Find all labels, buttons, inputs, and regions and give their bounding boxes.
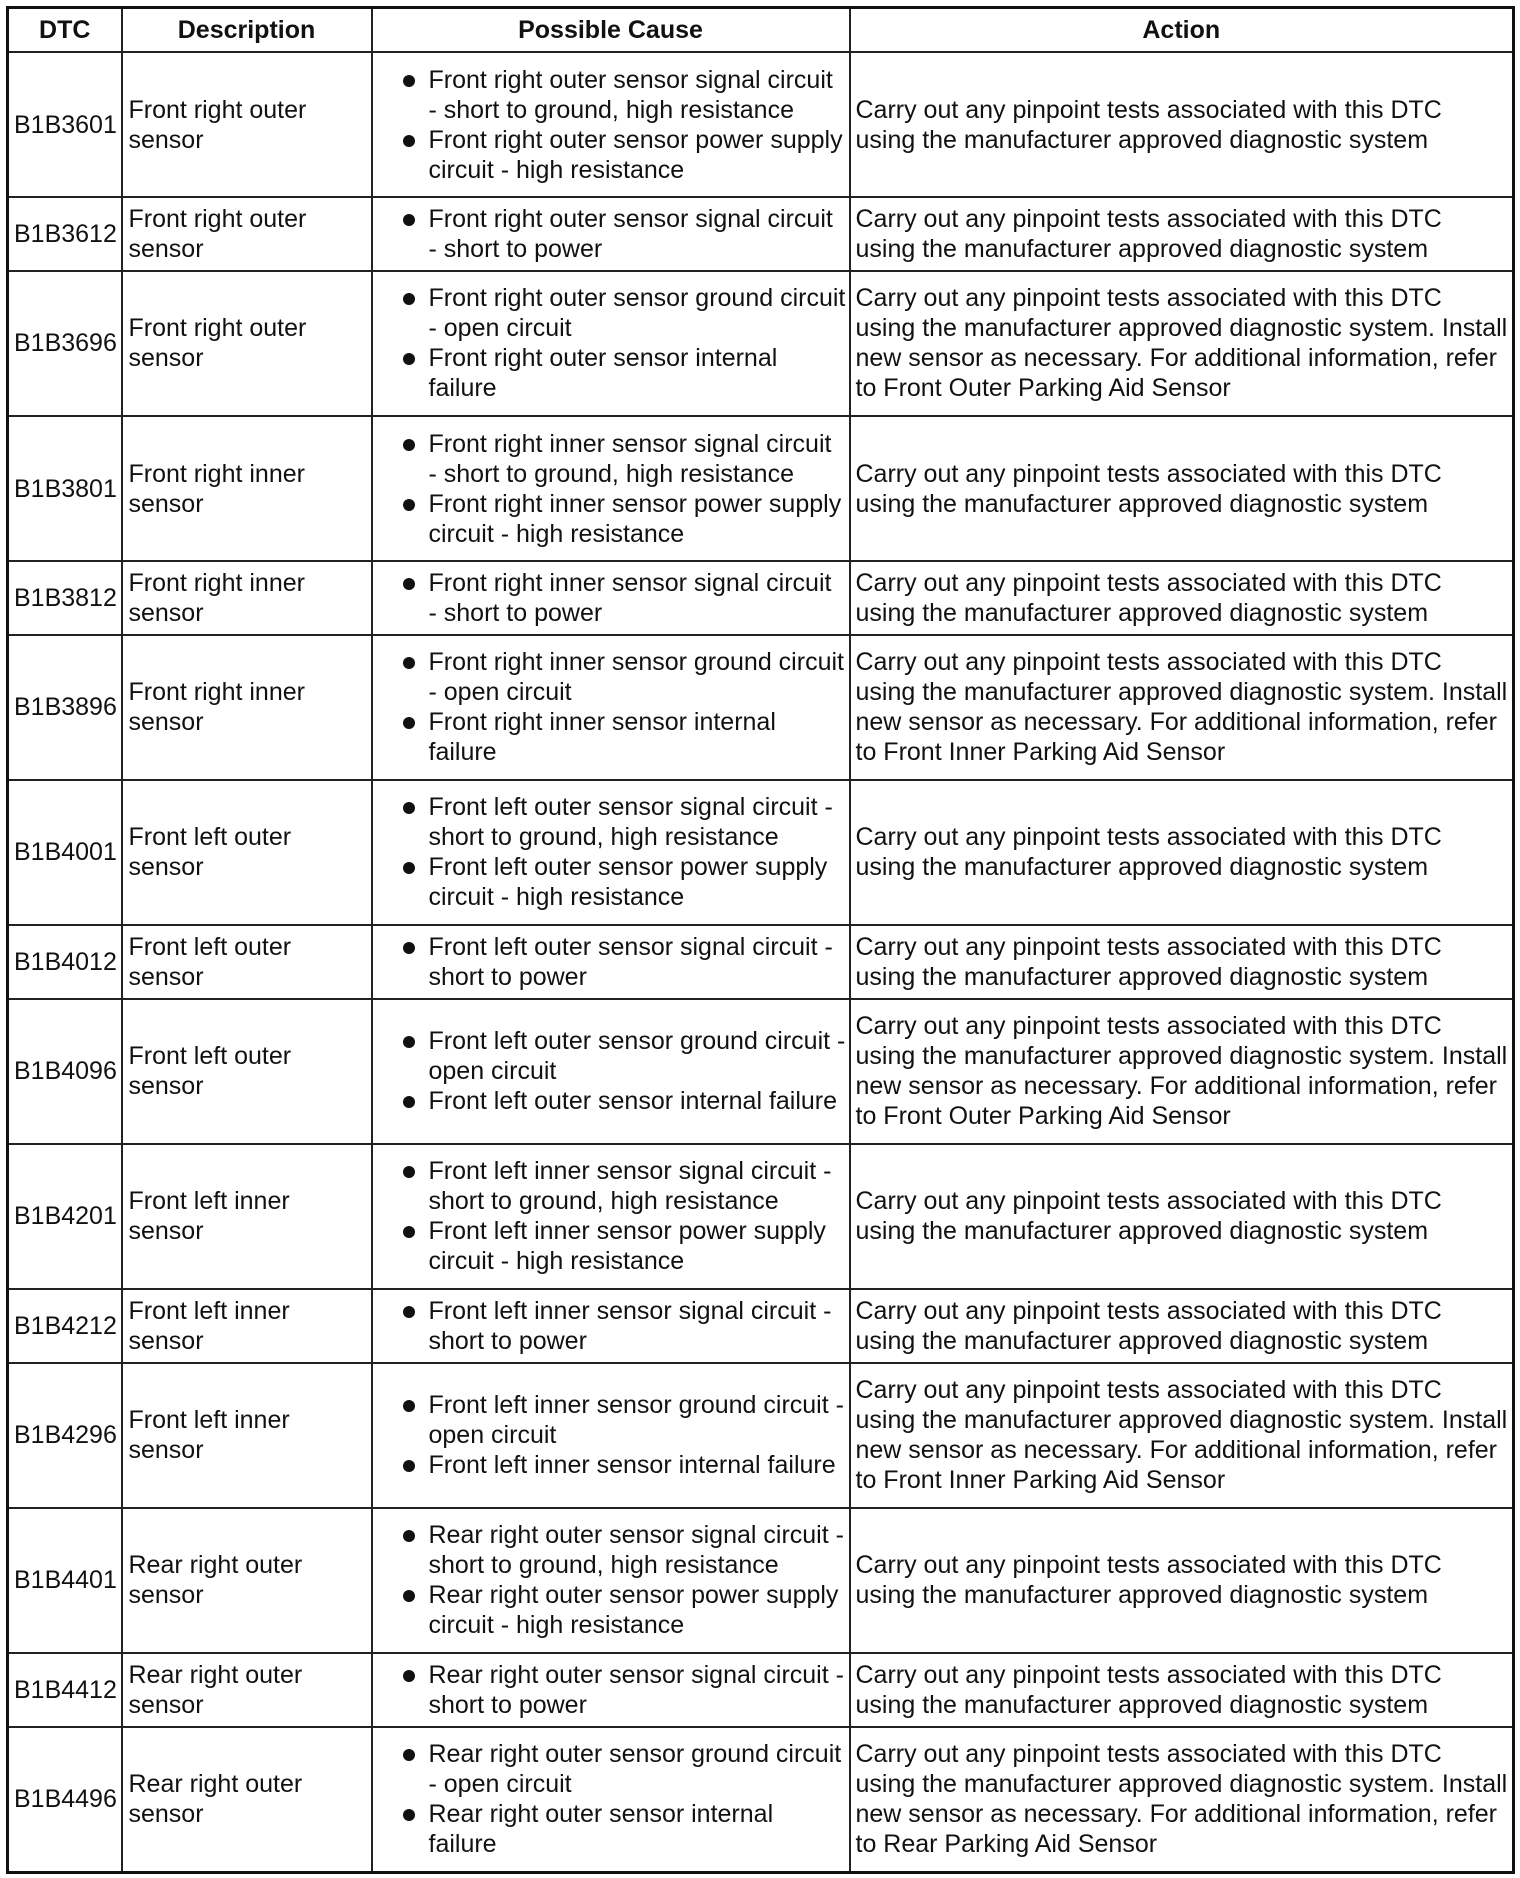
cause-item: Front right outer sensor signal circuit - short to ground, high resistance bbox=[403, 65, 847, 125]
cause-item: Front left outer sensor signal circuit - short to power bbox=[403, 932, 847, 992]
possible-cause-cell bbox=[372, 52, 850, 197]
action-text: Carry out any pinpoint tests associated with this DTC using the manufacturer approved diagnostic system bbox=[850, 1508, 1514, 1653]
action-text: Carry out any pinpoint tests associated with this DTC using the manufacturer approved diagnostic system bbox=[850, 1289, 1514, 1363]
header-dtc: DTC bbox=[8, 8, 122, 53]
cause-list bbox=[403, 1390, 847, 1480]
cause-item: Rear right outer sensor ground circuit - open circuit bbox=[403, 1739, 847, 1799]
dtc-code: B1B3801 bbox=[8, 416, 122, 561]
table-row bbox=[8, 416, 1514, 561]
cause-item: Front left inner sensor internal failure bbox=[403, 1450, 847, 1480]
dtc-code: B1B4212 bbox=[8, 1289, 122, 1363]
dtc-code: B1B4296 bbox=[8, 1363, 122, 1508]
table-row bbox=[8, 1363, 1514, 1508]
possible-cause-cell bbox=[372, 1653, 850, 1727]
dtc-description: Front right outer sensor bbox=[122, 197, 372, 271]
table-row bbox=[8, 1653, 1514, 1727]
cause-item: Front left outer sensor ground circuit - open circuit bbox=[403, 1026, 847, 1086]
dtc-description: Front right outer sensor bbox=[122, 52, 372, 197]
dtc-code: B1B3896 bbox=[8, 635, 122, 780]
cause-item: Rear right outer sensor signal circuit - short to power bbox=[403, 1660, 847, 1720]
table-row bbox=[8, 635, 1514, 780]
table-row bbox=[8, 561, 1514, 635]
table-row bbox=[8, 197, 1514, 271]
header-row bbox=[8, 8, 1514, 53]
action-text: Carry out any pinpoint tests associated with this DTC using the manufacturer approved diagnostic system bbox=[850, 52, 1514, 197]
action-text: Carry out any pinpoint tests associated with this DTC using the manufacturer approved diagnostic system. Install new sensor as necessary. For additional information, refer to Front Inner Parking Aid Sensor bbox=[850, 1363, 1514, 1508]
cause-item: Front left inner sensor power supply circuit - high resistance bbox=[403, 1216, 847, 1276]
action-text: Carry out any pinpoint tests associated with this DTC using the manufacturer approved diagnostic system bbox=[850, 925, 1514, 999]
dtc-code: B1B4001 bbox=[8, 780, 122, 925]
cause-item: Front right inner sensor signal circuit - short to ground, high resistance bbox=[403, 429, 847, 489]
dtc-table bbox=[6, 6, 1515, 1874]
cause-item: Front left outer sensor signal circuit - short to ground, high resistance bbox=[403, 792, 847, 852]
possible-cause-cell bbox=[372, 780, 850, 925]
dtc-description: Front left inner sensor bbox=[122, 1144, 372, 1289]
cause-item: Front right inner sensor power supply circuit - high resistance bbox=[403, 489, 847, 549]
cause-list bbox=[403, 792, 847, 912]
table-row bbox=[8, 999, 1514, 1144]
table-row bbox=[8, 1289, 1514, 1363]
cause-item: Front right outer sensor signal circuit - short to power bbox=[403, 204, 847, 264]
possible-cause-cell bbox=[372, 999, 850, 1144]
cause-item: Front right inner sensor internal failure bbox=[403, 707, 847, 767]
dtc-description: Front left outer sensor bbox=[122, 925, 372, 999]
dtc-description: Front right inner sensor bbox=[122, 416, 372, 561]
table-row bbox=[8, 780, 1514, 925]
cause-list bbox=[403, 1520, 847, 1640]
dtc-code: B1B3696 bbox=[8, 271, 122, 416]
cause-item: Front right outer sensor power supply circuit - high resistance bbox=[403, 125, 847, 185]
action-text: Carry out any pinpoint tests associated with this DTC using the manufacturer approved diagnostic system bbox=[850, 561, 1514, 635]
table-row bbox=[8, 271, 1514, 416]
cause-item: Front right inner sensor signal circuit - short to power bbox=[403, 568, 847, 628]
cause-list bbox=[403, 429, 847, 549]
cause-item: Front left inner sensor ground circuit - open circuit bbox=[403, 1390, 847, 1450]
table-row bbox=[8, 925, 1514, 999]
dtc-description: Front left outer sensor bbox=[122, 780, 372, 925]
table-row bbox=[8, 1727, 1514, 1873]
cause-list bbox=[403, 65, 847, 185]
action-text: Carry out any pinpoint tests associated with this DTC using the manufacturer approved diagnostic system. Install new sensor as necessary. For additional information, refer to Front Inner Parking Aid Sensor bbox=[850, 635, 1514, 780]
possible-cause-cell bbox=[372, 197, 850, 271]
cause-item: Front right outer sensor ground circuit - open circuit bbox=[403, 283, 847, 343]
cause-list bbox=[403, 932, 847, 992]
action-text: Carry out any pinpoint tests associated with this DTC using the manufacturer approved diagnostic system. Install new sensor as necessary. For additional information, refer to Front Outer Parking Aid Sensor bbox=[850, 271, 1514, 416]
cause-list bbox=[403, 283, 847, 403]
cause-list bbox=[403, 1739, 847, 1859]
action-text: Carry out any pinpoint tests associated with this DTC using the manufacturer approved diagnostic system. Install new sensor as necessary. For additional information, refer to Front Outer Parking Aid Sensor bbox=[850, 999, 1514, 1144]
dtc-description: Front right outer sensor bbox=[122, 271, 372, 416]
header-possible-cause: Possible Cause bbox=[372, 8, 850, 53]
dtc-description: Rear right outer sensor bbox=[122, 1508, 372, 1653]
dtc-code: B1B4412 bbox=[8, 1653, 122, 1727]
dtc-code: B1B3601 bbox=[8, 52, 122, 197]
cause-list bbox=[403, 1660, 847, 1720]
action-text: Carry out any pinpoint tests associated with this DTC using the manufacturer approved diagnostic system bbox=[850, 1653, 1514, 1727]
table-row bbox=[8, 1508, 1514, 1653]
dtc-code: B1B4096 bbox=[8, 999, 122, 1144]
cause-item: Front left inner sensor signal circuit - short to ground, high resistance bbox=[403, 1156, 847, 1216]
header-action: Action bbox=[850, 8, 1514, 53]
cause-item: Front right inner sensor ground circuit - open circuit bbox=[403, 647, 847, 707]
cause-item: Front left outer sensor internal failure bbox=[403, 1086, 847, 1116]
cause-item: Rear right outer sensor internal failure bbox=[403, 1799, 847, 1859]
cause-item: Front left outer sensor power supply circuit - high resistance bbox=[403, 852, 847, 912]
table-row bbox=[8, 1144, 1514, 1289]
cause-item: Front right outer sensor internal failure bbox=[403, 343, 847, 403]
dtc-code: B1B4496 bbox=[8, 1727, 122, 1873]
cause-list bbox=[403, 204, 847, 264]
possible-cause-cell bbox=[372, 635, 850, 780]
dtc-description: Rear right outer sensor bbox=[122, 1727, 372, 1873]
possible-cause-cell bbox=[372, 1289, 850, 1363]
possible-cause-cell bbox=[372, 1727, 850, 1873]
action-text: Carry out any pinpoint tests associated with this DTC using the manufacturer approved diagnostic system. Install new sensor as necessary. For additional information, refer to Rear Parking Aid Sensor bbox=[850, 1727, 1514, 1873]
dtc-description: Front right inner sensor bbox=[122, 561, 372, 635]
table-header bbox=[8, 8, 1514, 53]
dtc-description: Front left outer sensor bbox=[122, 999, 372, 1144]
action-text: Carry out any pinpoint tests associated with this DTC using the manufacturer approved diagnostic system bbox=[850, 780, 1514, 925]
dtc-code: B1B3812 bbox=[8, 561, 122, 635]
dtc-description: Front left inner sensor bbox=[122, 1289, 372, 1363]
possible-cause-cell bbox=[372, 1144, 850, 1289]
possible-cause-cell bbox=[372, 1363, 850, 1508]
header-description: Description bbox=[122, 8, 372, 53]
dtc-description: Front left inner sensor bbox=[122, 1363, 372, 1508]
action-text: Carry out any pinpoint tests associated with this DTC using the manufacturer approved diagnostic system bbox=[850, 416, 1514, 561]
table-row bbox=[8, 52, 1514, 197]
action-text: Carry out any pinpoint tests associated with this DTC using the manufacturer approved diagnostic system bbox=[850, 1144, 1514, 1289]
dtc-code: B1B3612 bbox=[8, 197, 122, 271]
possible-cause-cell bbox=[372, 925, 850, 999]
possible-cause-cell bbox=[372, 416, 850, 561]
possible-cause-cell bbox=[372, 1508, 850, 1653]
cause-item: Rear right outer sensor power supply circuit - high resistance bbox=[403, 1580, 847, 1640]
cause-list bbox=[403, 1026, 847, 1116]
dtc-description: Rear right outer sensor bbox=[122, 1653, 372, 1727]
cause-item: Front left inner sensor signal circuit - short to power bbox=[403, 1296, 847, 1356]
dtc-code: B1B4401 bbox=[8, 1508, 122, 1653]
cause-list bbox=[403, 1156, 847, 1276]
table-body bbox=[8, 52, 1514, 1873]
cause-list bbox=[403, 568, 847, 628]
cause-list bbox=[403, 1296, 847, 1356]
dtc-code: B1B4201 bbox=[8, 1144, 122, 1289]
dtc-description: Front right inner sensor bbox=[122, 635, 372, 780]
cause-item: Rear right outer sensor signal circuit - short to ground, high resistance bbox=[403, 1520, 847, 1580]
cause-list bbox=[403, 647, 847, 767]
possible-cause-cell bbox=[372, 561, 850, 635]
dtc-code: B1B4012 bbox=[8, 925, 122, 999]
possible-cause-cell bbox=[372, 271, 850, 416]
action-text: Carry out any pinpoint tests associated with this DTC using the manufacturer approved diagnostic system bbox=[850, 197, 1514, 271]
